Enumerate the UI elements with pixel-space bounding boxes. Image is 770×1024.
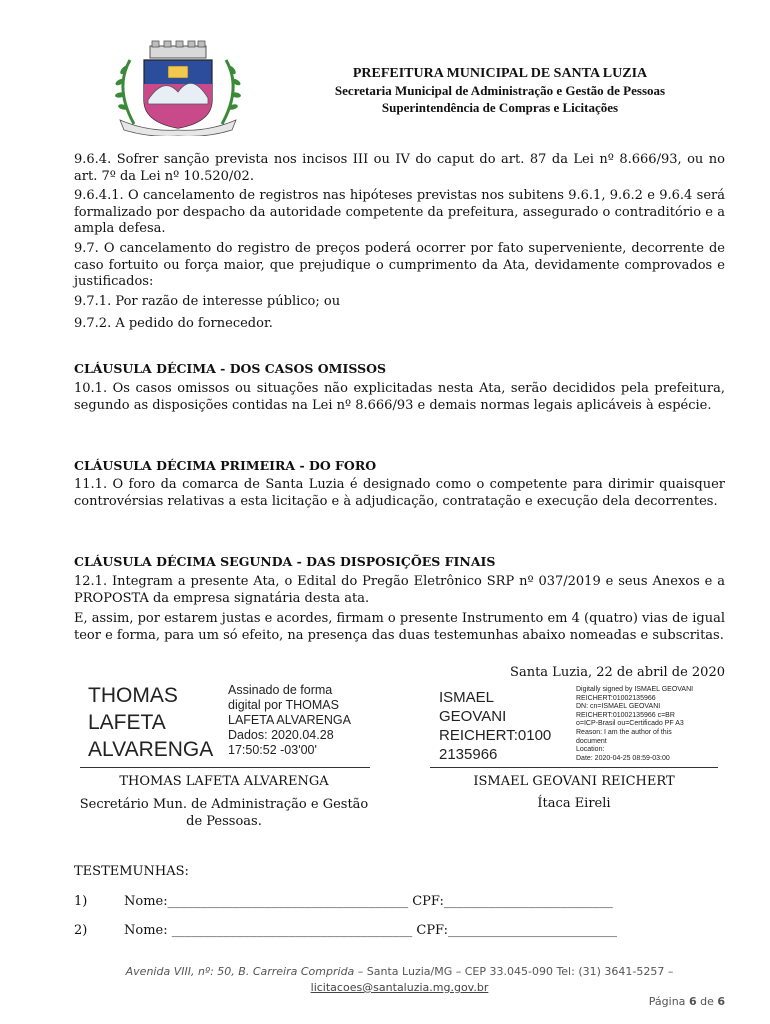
footer-address-city: Santa Luzia/MG – CEP 33.045-090 Tel: (31) 3641-5257 – bbox=[363, 965, 674, 978]
signer-right-company: Ítaca Eireli bbox=[537, 796, 611, 811]
signer-right-name-block bbox=[439, 688, 551, 764]
signer-left-role bbox=[60, 796, 388, 830]
clause-9-6-4: 9.6.4. Sofrer sanção prevista nos incisos III ou IV do caput do art. 87 da Lei nº 8.666/93, ou no art. 7º da Lei nº 10.520/02. bbox=[74, 152, 725, 184]
page-prefix: Página bbox=[648, 995, 689, 1008]
signature-line-left bbox=[80, 767, 370, 768]
page-current: 6 bbox=[688, 995, 697, 1008]
stamp-line: Digitally signed by ISMAEL GEOVANI bbox=[576, 686, 694, 693]
place-date: Santa Luzia, 22 de abril de 2020 bbox=[510, 665, 725, 680]
stamp-line: Reason: I am the author of this bbox=[576, 728, 672, 736]
footer-email-link[interactable]: licitacoes@santaluzia.mg.gov.br bbox=[310, 981, 489, 994]
signer-right-name-line1: ISMAEL bbox=[439, 689, 495, 706]
role-line: Secretário Mun. de Administração e Gestão bbox=[79, 797, 369, 812]
stamp-line: Date: 2020-04-25 08:59-03:00 bbox=[576, 754, 670, 762]
signer-right-name-line4: 2135966 bbox=[439, 746, 498, 763]
page-indicator bbox=[600, 995, 725, 1008]
stamp-line: REICHERT:01002135966 bbox=[576, 694, 656, 702]
header-superintendence: Superintendência de Compras e Licitações bbox=[381, 100, 619, 115]
clause-11-1: 11.1. O foro da comarca de Santa Luzia é designado como o competente para dirimir quaisquer controvérsias relativas a esta licitação e à adjudicação, contratação e execução dela decorrentes. bbox=[74, 477, 725, 509]
stamp-line: LAFETA ALVARENGA bbox=[228, 713, 351, 727]
stamp-line: Location: bbox=[576, 746, 605, 754]
header-secretariat: Secretaria Municipal de Administração e Gestão de Pessoas bbox=[334, 83, 666, 98]
signer-right-name-line2: GEOVANI bbox=[439, 708, 507, 725]
signer-left-name-line1: THOMAS bbox=[88, 684, 178, 707]
stamp-line: DN: cn=ISMAEL GEOVANI bbox=[576, 703, 661, 711]
witnesses-title: TESTEMUNHAS: bbox=[74, 864, 189, 879]
signer-right-digital-stamp bbox=[576, 686, 693, 763]
clause-12-1: 12.1. Integram a presente Ata, o Edital do Pregão Eletrônico SRP nº 037/2019 e seus Anexos e a PROPOSTA da empresa signatária desta ata. bbox=[74, 574, 725, 606]
coat-of-arms-icon bbox=[108, 40, 248, 136]
clause-9-7-1: 9.7.1. Por razão de interesse público; ou bbox=[74, 294, 341, 309]
clause-9-7: 9.7. O cancelamento do registro de preços poderá ocorrer por fato superveniente, decorrente de caso fortuito ou força maior, que prejudique o cumprimento da Ata, devidamente comprovados e justificados: bbox=[74, 241, 725, 289]
clause-9-6-4-1: 9.6.4.1. O cancelamento de registros nas hipóteses previstas nos subitens 9.6.1, 9.6.2 e 9.6.4 será formalizado por despacho da autoridade competente da prefeitura, assegurado o contraditório e a ampla defesa. bbox=[74, 188, 725, 236]
page-mid: de bbox=[696, 995, 718, 1008]
clause-10-1: 10.1. Os casos omissos ou situações não explicitadas nesta Ata, serão decididos pela prefeitura, segundo as disposições contidas na Lei nº 8.666/93 e demais normas legais aplicáveis à espécie. bbox=[74, 381, 725, 413]
stamp-line: o=ICP-Brasil ou=Certificado PF A3 bbox=[576, 720, 684, 728]
closing-paragraph: E, assim, por estarem justas e acordes, firmam o presente Instrumento em 4 (quatro) vias de igual teor e forma, para um só efeito, na presença das duas testemunhas abaixo nomeadas e subscritas. bbox=[74, 611, 725, 643]
signer-left-printed-name: THOMAS LAFETA ALVARENGA bbox=[119, 774, 329, 789]
footer-address-street: Avenida VIII, nº: 50, B. Carreira Comprida – bbox=[125, 965, 364, 978]
header-title: PREFEITURA MUNICIPAL DE SANTA LUZIA bbox=[352, 66, 648, 81]
heading-clause-11: CLÁUSULA DÉCIMA PRIMEIRA - DO FORO bbox=[74, 458, 377, 473]
signer-right-printed-name: ISMAEL GEOVANI REICHERT bbox=[473, 774, 675, 789]
stamp-line: digital por THOMAS bbox=[228, 698, 339, 712]
witness-1-fields: Nome:_____________________________________ CPF:__________________________ bbox=[124, 894, 613, 909]
footer-address bbox=[74, 965, 725, 978]
heading-clause-10: CLÁUSULA DÉCIMA - DOS CASOS OMISSOS bbox=[74, 361, 387, 376]
signer-left-name-line2: LAFETA bbox=[88, 711, 166, 734]
signer-left-name-line3: ALVARENGA bbox=[88, 738, 214, 761]
signer-right-name-line3: REICHERT:0100 bbox=[439, 727, 552, 744]
stamp-line: Assinado de forma bbox=[228, 683, 333, 697]
signer-left-digital-stamp bbox=[228, 683, 351, 758]
witness-1-number: 1) bbox=[74, 894, 88, 909]
stamp-line: Dados: 2020.04.28 bbox=[228, 728, 334, 742]
witness-2-fields: Nome: _____________________________________ CPF:__________________________ bbox=[124, 923, 617, 938]
signature-line-right bbox=[430, 767, 718, 768]
stamp-line: document bbox=[576, 737, 607, 745]
heading-clause-12: CLÁUSULA DÉCIMA SEGUNDA - DAS DISPOSIÇÕES FINAIS bbox=[74, 554, 496, 569]
page-total: 6 bbox=[717, 995, 725, 1008]
stamp-line: 17:50:52 -03'00' bbox=[228, 743, 317, 757]
witness-2-number: 2) bbox=[74, 923, 88, 938]
clause-9-7-2: 9.7.2. A pedido do fornecedor. bbox=[74, 316, 273, 331]
stamp-line: REICHERT:01002135966 c=BR bbox=[576, 711, 675, 719]
signer-left-name-block bbox=[88, 682, 213, 763]
role-line: de Pessoas. bbox=[186, 814, 262, 829]
